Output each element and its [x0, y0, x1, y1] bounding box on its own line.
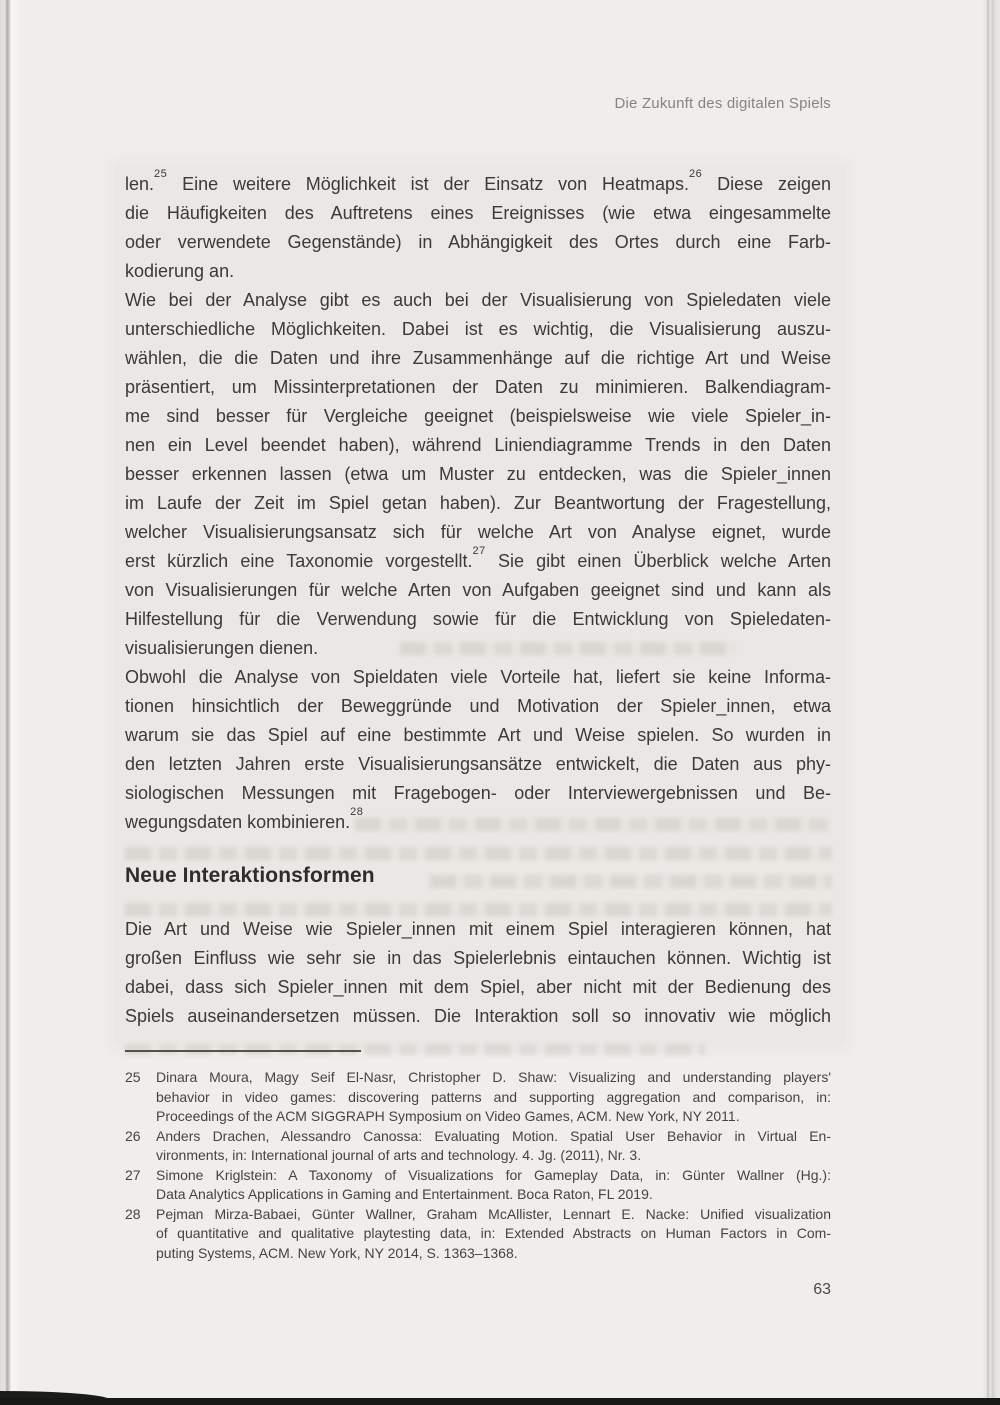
- text-run: Sie gibt einen Überblick welche Arten: [485, 551, 831, 571]
- body-line: [125, 315, 831, 344]
- text-run: großen Einfluss wie sehr sie in das Spielerlebnis eintauchen können. Wichtig ist: [125, 948, 831, 968]
- text-run: warum sie das Spiel auf eine bestimmte Art und Weise spielen. So wurden in: [125, 725, 831, 745]
- body-paragraph: [125, 286, 831, 663]
- text-run: von Visualisierungen für welche Arten von Aufgaben geeignet sind und kann als: [125, 580, 831, 600]
- text-run: Wie bei der Analyse gibt es auch bei der Visualisierung von Spieledaten viele: [125, 290, 831, 310]
- text-run: welcher Visualisierungsansatz sich für welche Art von Analyse eignet, wurde: [125, 522, 831, 542]
- body-line: [125, 1002, 831, 1031]
- text-run: Spiels auseinandersetzen müssen. Die Interaktion soll so innovativ wie möglich: [125, 1006, 831, 1026]
- footnote-line: behavior in video games: discovering patterns and supporting aggregation and comparison, in:: [156, 1088, 831, 1105]
- footnote-line: Dinara Moura, Magy Seif El-Nasr, Christopher D. Shaw: Visualizing and understanding players': [156, 1069, 831, 1085]
- body-line: [125, 663, 831, 692]
- section-heading: Neue Interaktionsformen: [125, 864, 375, 887]
- text-run: wegungsdaten kombinieren.: [125, 812, 351, 832]
- footnote-item: [125, 1166, 831, 1205]
- body-line: [125, 973, 831, 1002]
- text-run: Diese zeigen: [702, 174, 831, 194]
- text-run: oder verwendete Gegenstände) in Abhängigkeit des Ortes durch eine Farb-: [125, 232, 831, 252]
- body-line: [125, 228, 831, 257]
- footnote-item: [125, 1127, 831, 1166]
- text-run: wählen, die die Daten und ihre Zusammenhänge auf die richtige Art und Weise: [125, 348, 831, 368]
- body-line: [125, 431, 831, 460]
- text-run: nen ein Level beendet haben), während Liniendiagramme Trends in den Daten: [125, 435, 831, 455]
- footnote-line: Pejman Mirza-Babaei, Günter Wallner, Graham McAllister, Lennart E. Nacke: Unified visualization: [156, 1205, 831, 1222]
- body-line: [125, 808, 831, 837]
- text-run: den letzten Jahren erste Visualisierungsansätze entwickelt, die Daten aus phy-: [125, 754, 831, 774]
- text-run: präsentiert, um Missinterpretationen der Daten zu minimieren. Balkendiagram-: [125, 377, 831, 397]
- footnote-line: of quantitative and qualitative playtesting data, in: Extended Abstracts on Human Factors in Com-: [156, 1225, 831, 1241]
- footnote-ref: 27: [472, 545, 486, 557]
- body-line: [125, 750, 831, 779]
- body-line: [125, 460, 831, 489]
- text-run: im Laufe der Zeit im Spiel getan haben). Zur Beantwortung der Fragestellung,: [125, 493, 831, 513]
- text-run: siologischen Messungen mit Fragebogen- oder Interviewergebnissen und Be-: [125, 783, 831, 803]
- footnote-ref: 25: [154, 168, 168, 180]
- body-line: [125, 692, 831, 721]
- body-line: [125, 634, 831, 663]
- footnote-text: [156, 1127, 831, 1166]
- text-run: unterschiedliche Möglichkeiten. Dabei ist es wichtig, die Visualisierung auszu-: [125, 319, 831, 339]
- text-run: me sind besser für Vergleiche geeignet (beispielsweise wie viele Spieler_in-: [125, 406, 831, 426]
- footnote-text: [156, 1166, 831, 1205]
- body-line: [125, 576, 831, 605]
- footnote-line: Simone Kriglstein: A Taxonomy of Visualizations for Gameplay Data, in: Günter Wallner (Hg.):: [156, 1166, 831, 1183]
- body-line: [125, 721, 831, 750]
- footnote-ref: 28: [350, 806, 364, 818]
- body-line: [125, 257, 831, 286]
- text-run: dabei, dass sich Spieler_innen mit dem Spiel, aber nicht mit der Bedienung des: [125, 977, 831, 997]
- footnote-line: Anders Drachen, Alessandro Canossa: Evaluating Motion. Spatial User Behavior in Virtual En-: [156, 1127, 831, 1144]
- footnote-ref: 26: [689, 168, 703, 180]
- footnote-item: [125, 1068, 831, 1127]
- body-line: [125, 199, 831, 228]
- text-run: erst kürzlich eine Taxonomie vorgestellt.: [125, 551, 473, 571]
- body-line: [125, 547, 831, 576]
- footnote-text: [156, 1068, 831, 1127]
- running-header: Die Zukunft des digitalen Spiels: [614, 95, 831, 112]
- text-run: kodierung an.: [125, 261, 235, 281]
- body-line: [125, 779, 831, 808]
- text-run: besser erkennen lassen (etwa um Muster zu entdecken, was die Spieler_innen: [125, 464, 831, 484]
- text-run: visualisierungen dienen.: [125, 638, 319, 658]
- text-run: die Häufigkeiten des Auftretens eines Ereignisses (wie etwa eingesammelte: [125, 203, 831, 223]
- body-line: [125, 344, 831, 373]
- body-line: [125, 944, 831, 973]
- text-run: Hilfestellung für die Verwendung sowie für die Entwicklung von Spieledaten-: [125, 609, 831, 629]
- footnote-rule: [125, 1050, 361, 1052]
- body-line: [125, 402, 831, 431]
- text-run: Eine weitere Möglichkeit ist der Einsatz von Heatmaps.: [167, 174, 690, 194]
- footnote-number: 25: [125, 1069, 141, 1085]
- body-line: [125, 286, 831, 315]
- body-line: [125, 915, 831, 944]
- footnote-number: 28: [125, 1205, 141, 1222]
- text-run: tionen hinsichtlich der Beweggründe und Motivation der Spieler_innen, etwa: [125, 696, 831, 716]
- footnote-list: [125, 1068, 831, 1263]
- text-run: Obwohl die Analyse von Spieldaten viele Vorteile hat, liefert sie keine Informa-: [125, 667, 831, 687]
- page-right-edge: [982, 0, 1000, 1405]
- text-run: Die Art und Weise wie Spieler_innen mit einem Spiel interagieren können, hat: [125, 919, 831, 939]
- page-number: 63: [813, 1281, 831, 1298]
- body-line: [125, 170, 831, 199]
- footnote-line: Data Analytics Applications in Gaming and Entertainment. Boca Raton, FL 2019.: [156, 1186, 653, 1202]
- footnote-number: 27: [125, 1166, 141, 1183]
- page-bottom-edge: [0, 1398, 1000, 1405]
- body-paragraph: [125, 663, 831, 837]
- footnote-line: Proceedings of the ACM SIGGRAPH Symposium on Video Games, ACM. New York, NY 2011.: [156, 1108, 740, 1124]
- footnote-section: [125, 1050, 831, 1263]
- footnote-text: [156, 1205, 831, 1264]
- footnote-item: [125, 1205, 831, 1264]
- page-spine-edge: [0, 0, 20, 1405]
- footnote-line: vironments, in: International journal of arts and technology. 4. Jg. (2011), Nr. 3.: [156, 1147, 642, 1163]
- body-line: [125, 605, 831, 634]
- footnote-line: puting Systems, ACM. New York, NY 2014, S. 1363–1368.: [156, 1244, 518, 1261]
- body-line: [125, 373, 831, 402]
- body-line: [125, 518, 831, 547]
- text-run: len.: [125, 174, 155, 194]
- footnote-number: 26: [125, 1127, 141, 1144]
- body-paragraph: [125, 170, 831, 286]
- body-paragraph: [125, 915, 831, 1031]
- body-content: [125, 170, 831, 1031]
- body-line: [125, 489, 831, 518]
